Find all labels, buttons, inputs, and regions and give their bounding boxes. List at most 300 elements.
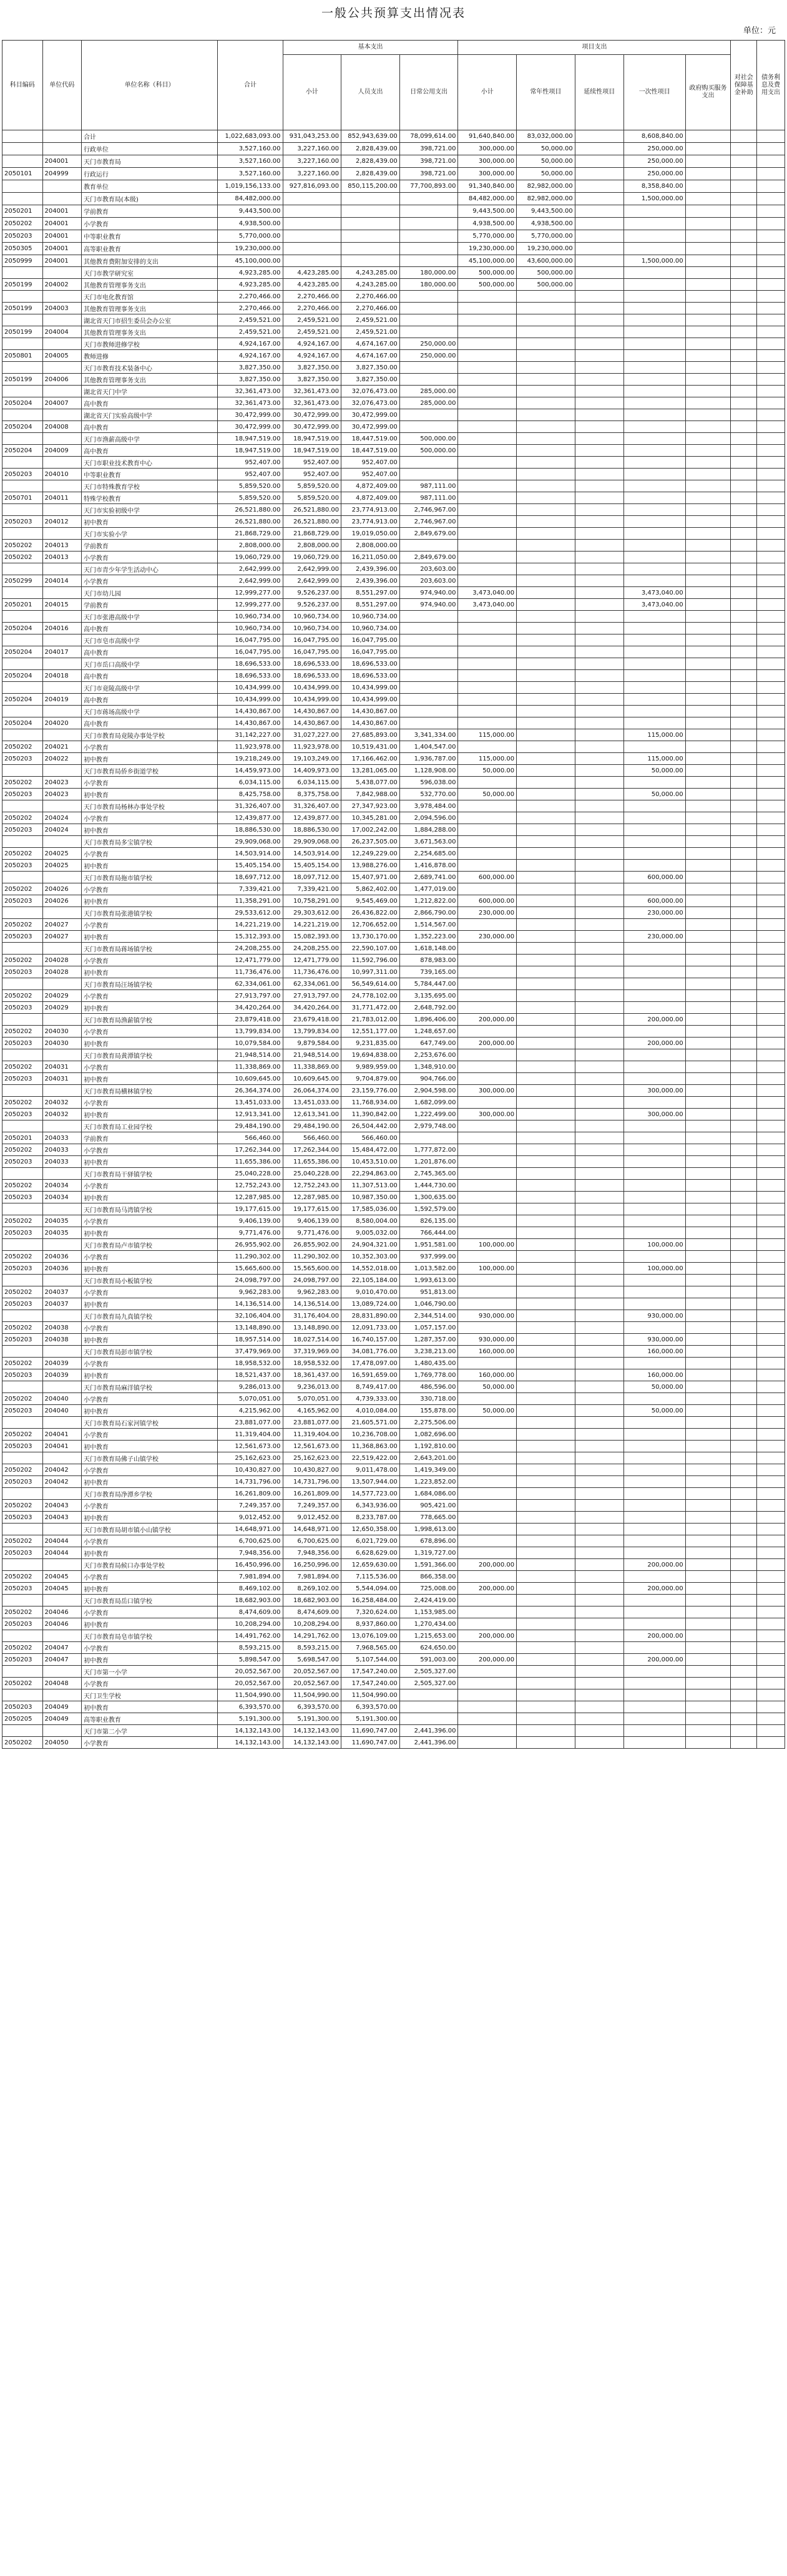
transfer-social-cell xyxy=(731,682,757,694)
debt-interest-cell xyxy=(757,883,785,895)
basic-subtotal-cell: 9,406,139.00 xyxy=(283,1215,341,1227)
extended-cell xyxy=(575,1464,623,1476)
table-row xyxy=(2,1192,785,1203)
subject-code-cell: 2050202 xyxy=(2,741,43,753)
transfer-social-cell xyxy=(731,1180,757,1192)
table-row xyxy=(2,563,785,575)
total-cell: 19,218,249.00 xyxy=(218,753,283,765)
one-time-cell xyxy=(623,966,685,978)
table-row xyxy=(2,955,785,966)
unit-name-cell: 高中教育 xyxy=(81,445,218,457)
subject-code-cell xyxy=(2,800,43,812)
transfer-social-cell xyxy=(731,1286,757,1298)
gov-purchase-cell xyxy=(685,599,731,611)
total-cell: 15,405,154.00 xyxy=(218,860,283,872)
total-cell: 14,132,143.00 xyxy=(218,1737,283,1749)
table-row xyxy=(2,1606,785,1618)
basic-subtotal-cell: 931,043,253.00 xyxy=(283,130,341,143)
one-time-cell xyxy=(623,1666,685,1678)
personnel-cell: 26,504,442.00 xyxy=(341,1120,400,1132)
gov-purchase-cell xyxy=(685,1120,731,1132)
personnel-cell: 4,674,167.00 xyxy=(341,350,400,362)
unit-name-cell: 小学教育 xyxy=(81,1429,218,1441)
debt-interest-cell xyxy=(757,1381,785,1393)
table-row xyxy=(2,230,785,243)
recurring-cell xyxy=(517,1583,575,1595)
subject-code-cell xyxy=(2,587,43,599)
total-cell: 18,696,533.00 xyxy=(218,670,283,682)
debt-interest-cell xyxy=(757,1666,785,1678)
unit-code-cell xyxy=(42,1725,81,1737)
one-time-cell xyxy=(623,694,685,706)
unit-code-cell xyxy=(42,180,81,193)
unit-name-cell: 小学教育 xyxy=(81,1393,218,1405)
gov-purchase-cell xyxy=(685,1334,731,1346)
table-row xyxy=(2,1215,785,1227)
public-funds-cell xyxy=(399,469,458,480)
table-row xyxy=(2,504,785,516)
basic-subtotal-cell: 8,269,102.00 xyxy=(283,1583,341,1595)
personnel-cell: 17,478,097.00 xyxy=(341,1358,400,1369)
total-cell: 8,593,215.00 xyxy=(218,1642,283,1654)
public-funds-cell: 1,192,810.00 xyxy=(399,1441,458,1452)
extended-cell xyxy=(575,1275,623,1286)
basic-subtotal-cell: 19,103,249.00 xyxy=(283,753,341,765)
one-time-cell xyxy=(623,1476,685,1488)
subject-code-cell xyxy=(2,1452,43,1464)
subject-code-cell: 2050203 xyxy=(2,1073,43,1085)
personnel-cell: 30,472,999.00 xyxy=(341,409,400,421)
transfer-social-cell xyxy=(731,1405,757,1417)
basic-subtotal-cell: 2,808,000.00 xyxy=(283,540,341,552)
total-cell: 5,859,520.00 xyxy=(218,480,283,492)
one-time-cell: 160,000.00 xyxy=(623,1369,685,1381)
subject-code-cell: 2050203 xyxy=(2,1547,43,1559)
one-time-cell: 100,000.00 xyxy=(623,1263,685,1275)
total-cell: 26,521,880.00 xyxy=(218,504,283,516)
extended-cell xyxy=(575,218,623,230)
public-funds-cell xyxy=(399,611,458,623)
extended-cell xyxy=(575,1737,623,1749)
one-time-cell xyxy=(623,990,685,1002)
unit-name-cell: 天门市教育局候口办事处学校 xyxy=(81,1559,218,1571)
one-time-cell: 100,000.00 xyxy=(623,1239,685,1251)
extended-cell xyxy=(575,1689,623,1701)
unit-code-cell: 204028 xyxy=(42,955,81,966)
project-subtotal-cell xyxy=(458,433,517,445)
extended-cell xyxy=(575,836,623,848)
subject-code-cell xyxy=(2,765,43,777)
gov-purchase-cell xyxy=(685,193,731,205)
unit-name-cell: 天门市蒋场高级中学 xyxy=(81,706,218,717)
basic-subtotal-cell: 6,393,570.00 xyxy=(283,1701,341,1713)
recurring-cell xyxy=(517,623,575,634)
extended-cell xyxy=(575,1606,623,1618)
unit-name-cell: 中等职业教育 xyxy=(81,469,218,480)
unit-code-cell: 204046 xyxy=(42,1606,81,1618)
subject-code-cell: 2050203 xyxy=(2,1405,43,1417)
total-cell: 21,868,729.00 xyxy=(218,528,283,540)
basic-subtotal-cell: 9,526,237.00 xyxy=(283,587,341,599)
unit-name-cell: 天门市青少年学生活动中心 xyxy=(81,563,218,575)
debt-interest-cell xyxy=(757,919,785,931)
one-time-cell xyxy=(623,812,685,824)
project-subtotal-cell xyxy=(458,409,517,421)
table-row xyxy=(2,1049,785,1061)
public-funds-cell: 1,013,582.00 xyxy=(399,1263,458,1275)
total-cell: 952,407.00 xyxy=(218,457,283,469)
total-cell: 9,406,139.00 xyxy=(218,1215,283,1227)
debt-interest-cell xyxy=(757,480,785,492)
recurring-cell xyxy=(517,943,575,955)
one-time-cell: 50,000.00 xyxy=(623,765,685,777)
project-subtotal-cell xyxy=(458,421,517,433)
total-cell: 5,898,547.00 xyxy=(218,1654,283,1666)
gov-purchase-cell xyxy=(685,1061,731,1073)
recurring-cell xyxy=(517,386,575,397)
unit-code-cell xyxy=(42,729,81,741)
basic-subtotal-cell: 10,960,734.00 xyxy=(283,611,341,623)
unit-code-cell xyxy=(42,1310,81,1322)
public-funds-cell: 937,999.00 xyxy=(399,1251,458,1263)
unit-name-cell: 天门市实验初级中学 xyxy=(81,504,218,516)
gov-purchase-cell xyxy=(685,1441,731,1452)
unit-code-cell xyxy=(42,338,81,350)
project-subtotal-cell xyxy=(458,777,517,789)
total-cell: 12,913,341.00 xyxy=(218,1109,283,1120)
public-funds-cell: 2,849,679.00 xyxy=(399,552,458,563)
recurring-cell xyxy=(517,1227,575,1239)
header-unit-code: 单位代码 xyxy=(42,41,81,130)
transfer-social-cell xyxy=(731,193,757,205)
one-time-cell xyxy=(623,504,685,516)
project-subtotal-cell xyxy=(458,492,517,504)
basic-subtotal-cell: 26,064,374.00 xyxy=(283,1085,341,1097)
transfer-social-cell xyxy=(731,1630,757,1642)
debt-interest-cell xyxy=(757,623,785,634)
basic-subtotal-cell: 9,012,452.00 xyxy=(283,1512,341,1524)
extended-cell xyxy=(575,1654,623,1666)
basic-subtotal-cell: 14,409,973.00 xyxy=(283,765,341,777)
recurring-cell xyxy=(517,599,575,611)
unit-code-cell xyxy=(42,765,81,777)
gov-purchase-cell xyxy=(685,326,731,338)
transfer-social-cell xyxy=(731,1109,757,1120)
extended-cell xyxy=(575,143,623,155)
public-funds-cell: 1,936,787.00 xyxy=(399,753,458,765)
public-funds-cell: 180,000.00 xyxy=(399,279,458,291)
gov-purchase-cell xyxy=(685,1417,731,1429)
transfer-social-cell xyxy=(731,848,757,860)
subject-code-cell: 2050203 xyxy=(2,1618,43,1630)
extended-cell xyxy=(575,1263,623,1275)
unit-code-cell: 204050 xyxy=(42,1737,81,1749)
gov-purchase-cell xyxy=(685,1026,731,1038)
subject-code-cell xyxy=(2,1689,43,1701)
total-cell: 11,504,990.00 xyxy=(218,1689,283,1701)
subject-code-cell: 2050203 xyxy=(2,931,43,943)
table-row xyxy=(2,860,785,872)
subject-code-cell xyxy=(2,291,43,303)
gov-purchase-cell xyxy=(685,1132,731,1144)
gov-purchase-cell xyxy=(685,1500,731,1512)
recurring-cell xyxy=(517,469,575,480)
basic-subtotal-cell: 9,771,476.00 xyxy=(283,1227,341,1239)
unit-name-cell: 小学教育 xyxy=(81,990,218,1002)
public-funds-cell: 532,770.00 xyxy=(399,789,458,800)
one-time-cell: 160,000.00 xyxy=(623,1346,685,1358)
debt-interest-cell xyxy=(757,1061,785,1073)
extended-cell xyxy=(575,1132,623,1144)
project-subtotal-cell xyxy=(458,386,517,397)
debt-interest-cell xyxy=(757,706,785,717)
personnel-cell: 12,650,358.00 xyxy=(341,1524,400,1535)
unit-code-cell xyxy=(42,1120,81,1132)
total-cell: 27,913,797.00 xyxy=(218,990,283,1002)
subject-code-cell: 2050204 xyxy=(2,445,43,457)
recurring-cell xyxy=(517,634,575,646)
unit-code-cell: 204049 xyxy=(42,1701,81,1713)
public-funds-cell: 1,215,653.00 xyxy=(399,1630,458,1642)
unit-name-cell: 高中教育 xyxy=(81,397,218,409)
unit-name-cell: 小学教育 xyxy=(81,1642,218,1654)
table-row xyxy=(2,943,785,955)
unit-name-cell: 初中教育 xyxy=(81,1441,218,1452)
recurring-cell xyxy=(517,1571,575,1583)
public-funds-cell xyxy=(399,540,458,552)
one-time-cell xyxy=(623,1701,685,1713)
table-row xyxy=(2,611,785,623)
unit-name-cell: 天门市教育局小板镇学校 xyxy=(81,1275,218,1286)
basic-subtotal-cell: 10,609,645.00 xyxy=(283,1073,341,1085)
unit-code-cell xyxy=(42,130,81,143)
extended-cell xyxy=(575,492,623,504)
unit-code-cell: 204041 xyxy=(42,1441,81,1452)
gov-purchase-cell xyxy=(685,552,731,563)
subject-code-cell: 2050299 xyxy=(2,575,43,587)
table-row xyxy=(2,1239,785,1251)
public-funds-cell: 1,222,499.00 xyxy=(399,1109,458,1120)
debt-interest-cell xyxy=(757,1689,785,1701)
basic-subtotal-cell: 8,375,758.00 xyxy=(283,789,341,800)
table-row xyxy=(2,1038,785,1049)
project-subtotal-cell xyxy=(458,1464,517,1476)
header-personnel: 人员支出 xyxy=(341,55,400,130)
subject-code-cell: 2050202 xyxy=(2,1571,43,1583)
subject-code-cell: 2050199 xyxy=(2,374,43,386)
unit-code-cell xyxy=(42,800,81,812)
basic-subtotal-cell: 14,430,867.00 xyxy=(283,706,341,717)
public-funds-cell: 3,341,334.00 xyxy=(399,729,458,741)
table-row xyxy=(2,143,785,155)
total-cell: 17,262,344.00 xyxy=(218,1144,283,1156)
project-subtotal-cell xyxy=(458,445,517,457)
public-funds-cell: 5,784,447.00 xyxy=(399,978,458,990)
project-subtotal-cell: 230,000.00 xyxy=(458,931,517,943)
gov-purchase-cell xyxy=(685,646,731,658)
basic-subtotal-cell: 3,227,160.00 xyxy=(283,168,341,180)
one-time-cell xyxy=(623,243,685,255)
basic-subtotal-cell: 31,027,227.00 xyxy=(283,729,341,741)
transfer-social-cell xyxy=(731,1713,757,1725)
public-funds-cell xyxy=(399,623,458,634)
personnel-cell: 15,407,971.00 xyxy=(341,872,400,883)
subject-code-cell: 2050205 xyxy=(2,1713,43,1725)
unit-name-cell: 小学教育 xyxy=(81,741,218,753)
unit-name-cell: 初中教育 xyxy=(81,1263,218,1275)
basic-subtotal-cell: 18,886,530.00 xyxy=(283,824,341,836)
subject-code-cell xyxy=(2,130,43,143)
subject-code-cell: 2050305 xyxy=(2,243,43,255)
project-subtotal-cell xyxy=(458,1642,517,1654)
extended-cell xyxy=(575,1097,623,1109)
gov-purchase-cell xyxy=(685,1073,731,1085)
extended-cell xyxy=(575,1583,623,1595)
table-row xyxy=(2,303,785,314)
total-cell: 10,079,584.00 xyxy=(218,1038,283,1049)
unit-label: 单位：元 xyxy=(743,26,776,36)
unit-name-cell: 学前教育 xyxy=(81,1132,218,1144)
one-time-cell: 3,473,040.00 xyxy=(623,599,685,611)
unit-name-cell: 天门市教育局九真镇学校 xyxy=(81,1310,218,1322)
table-row xyxy=(2,374,785,386)
personnel-cell: 4,243,285.00 xyxy=(341,279,400,291)
extended-cell xyxy=(575,670,623,682)
personnel-cell: 13,281,065.00 xyxy=(341,765,400,777)
total-cell: 15,312,393.00 xyxy=(218,931,283,943)
unit-code-cell: 204001 xyxy=(42,205,81,218)
debt-interest-cell xyxy=(757,1346,785,1358)
unit-name-cell: 初中教育 xyxy=(81,1002,218,1014)
public-funds-cell: 1,769,778.00 xyxy=(399,1369,458,1381)
project-subtotal-cell: 45,100,000.00 xyxy=(458,255,517,267)
public-funds-cell: 1,223,852.00 xyxy=(399,1476,458,1488)
personnel-cell xyxy=(341,255,400,267)
extended-cell xyxy=(575,883,623,895)
gov-purchase-cell xyxy=(685,1393,731,1405)
basic-subtotal-cell: 20,052,567.00 xyxy=(283,1666,341,1678)
project-subtotal-cell xyxy=(458,374,517,386)
extended-cell xyxy=(575,955,623,966)
unit-code-cell: 204039 xyxy=(42,1369,81,1381)
recurring-cell xyxy=(517,362,575,374)
extended-cell xyxy=(575,1120,623,1132)
transfer-social-cell xyxy=(731,1358,757,1369)
project-subtotal-cell xyxy=(458,717,517,729)
one-time-cell: 930,000.00 xyxy=(623,1310,685,1322)
unit-name-cell: 初中教育 xyxy=(81,1583,218,1595)
one-time-cell xyxy=(623,1298,685,1310)
basic-subtotal-cell: 952,407.00 xyxy=(283,457,341,469)
subject-code-cell xyxy=(2,314,43,326)
gov-purchase-cell xyxy=(685,1595,731,1606)
debt-interest-cell xyxy=(757,326,785,338)
recurring-cell xyxy=(517,717,575,729)
debt-interest-cell xyxy=(757,599,785,611)
debt-interest-cell xyxy=(757,1168,785,1180)
total-cell: 19,060,729.00 xyxy=(218,552,283,563)
basic-subtotal-cell: 8,593,215.00 xyxy=(283,1642,341,1654)
recurring-cell xyxy=(517,1689,575,1701)
public-funds-cell: 330,718.00 xyxy=(399,1393,458,1405)
unit-code-cell: 204028 xyxy=(42,966,81,978)
basic-subtotal-cell: 18,947,519.00 xyxy=(283,445,341,457)
project-subtotal-cell xyxy=(458,1737,517,1749)
transfer-social-cell xyxy=(731,528,757,540)
public-funds-cell: 1,777,872.00 xyxy=(399,1144,458,1156)
gov-purchase-cell xyxy=(685,1227,731,1239)
project-subtotal-cell xyxy=(458,1488,517,1500)
gov-purchase-cell xyxy=(685,1369,731,1381)
subject-code-cell: 2050199 xyxy=(2,326,43,338)
recurring-cell xyxy=(517,990,575,1002)
one-time-cell xyxy=(623,421,685,433)
extended-cell xyxy=(575,433,623,445)
personnel-cell: 11,368,863.00 xyxy=(341,1441,400,1452)
debt-interest-cell xyxy=(757,338,785,350)
gov-purchase-cell xyxy=(685,658,731,670)
unit-name-cell: 天门市教育局拖市镇学校 xyxy=(81,872,218,883)
unit-code-cell: 204016 xyxy=(42,623,81,634)
debt-interest-cell xyxy=(757,1547,785,1559)
public-funds-cell xyxy=(399,706,458,717)
personnel-cell: 2,439,396.00 xyxy=(341,563,400,575)
transfer-social-cell xyxy=(731,338,757,350)
total-cell: 6,700,625.00 xyxy=(218,1535,283,1547)
basic-subtotal-cell: 26,521,880.00 xyxy=(283,504,341,516)
recurring-cell xyxy=(517,1180,575,1192)
one-time-cell xyxy=(623,1002,685,1014)
one-time-cell xyxy=(623,1524,685,1535)
subject-code-cell: 2050203 xyxy=(2,1192,43,1203)
public-funds-cell: 1,212,822.00 xyxy=(399,895,458,907)
transfer-social-cell xyxy=(731,326,757,338)
table-row xyxy=(2,180,785,193)
one-time-cell xyxy=(623,1156,685,1168)
unit-code-cell: 204032 xyxy=(42,1097,81,1109)
personnel-cell: 3,827,350.00 xyxy=(341,362,400,374)
total-cell: 9,962,283.00 xyxy=(218,1286,283,1298)
public-funds-cell: 766,444.00 xyxy=(399,1227,458,1239)
header-transfer-social: 对社会保障基金补助 xyxy=(731,41,757,130)
unit-name-cell: 合计 xyxy=(81,130,218,143)
gov-purchase-cell xyxy=(685,706,731,717)
transfer-social-cell xyxy=(731,1725,757,1737)
transfer-social-cell xyxy=(731,421,757,433)
one-time-cell xyxy=(623,824,685,836)
subject-code-cell: 2050201 xyxy=(2,205,43,218)
unit-name-cell: 小学教育 xyxy=(81,1322,218,1334)
basic-subtotal-cell: 13,148,890.00 xyxy=(283,1322,341,1334)
transfer-social-cell xyxy=(731,706,757,717)
unit-code-cell xyxy=(42,480,81,492)
unit-code-cell: 204027 xyxy=(42,919,81,931)
transfer-social-cell xyxy=(731,130,757,143)
unit-name-cell: 高中教育 xyxy=(81,694,218,706)
transfer-social-cell xyxy=(731,1678,757,1689)
personnel-cell: 11,504,990.00 xyxy=(341,1689,400,1701)
recurring-cell xyxy=(517,1334,575,1346)
total-cell: 2,459,521.00 xyxy=(218,314,283,326)
unit-name-cell: 小学教育 xyxy=(81,955,218,966)
debt-interest-cell xyxy=(757,741,785,753)
subject-code-cell: 2050202 xyxy=(2,1464,43,1476)
basic-subtotal-cell: 19,177,615.00 xyxy=(283,1203,341,1215)
project-subtotal-cell xyxy=(458,563,517,575)
basic-subtotal-cell: 4,423,285.00 xyxy=(283,279,341,291)
extended-cell xyxy=(575,1417,623,1429)
project-subtotal-cell xyxy=(458,1215,517,1227)
